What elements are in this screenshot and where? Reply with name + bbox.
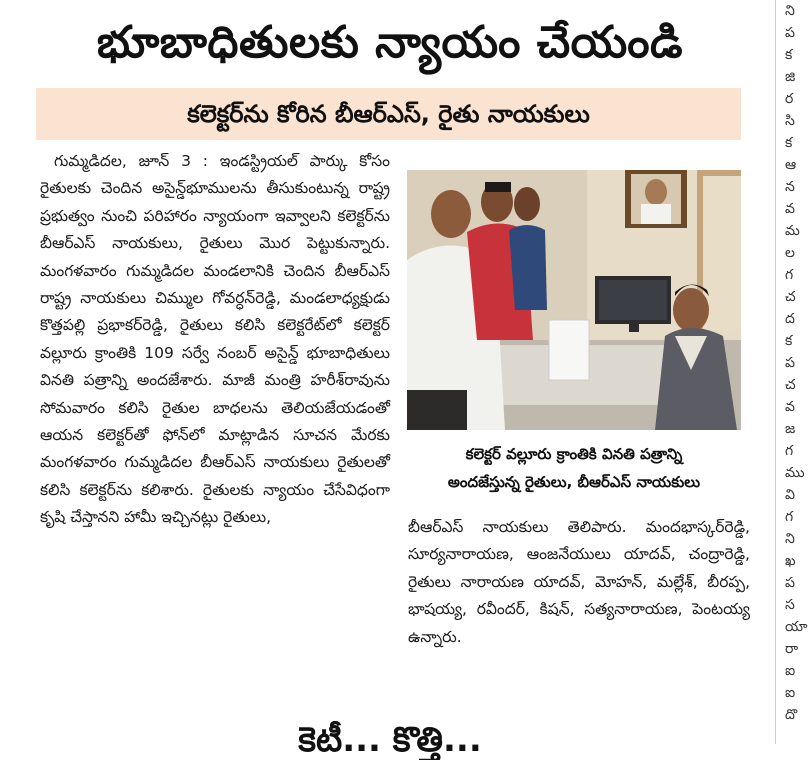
adjacent-column-fragment-text: ని [785,3,795,19]
adjacent-column-fragment-text: జి [785,69,796,85]
adjacent-column-fragment-text: చ [785,377,796,393]
body-paragraph-left: గుమ్మడిదల, జూన్ 3 : ఇండస్ట్రియల్ పార్కు కోసం రైతులకు చెందిన అసైన్డ్‌భూములను తీసుకుంటున్న రాష్ట్ర ప్రభుత్వం నుంచి పరిహారం న్యాయంగా ఇవ్వాలని కలెక్టర్‌ను బీఆర్ఎస్ నాయకులు, రైతులు మొర పెట్టుకున్నారు. మంగళవారం గుమ్మడిదల మండలానికి చెందిన బీఆర్ఎస్ రాష్ట్ర నాయకులు చిమ్ముల గోవర్ధన్‌రెడ్డి, మండలాధ్యక్షుడు కొత్తపల్లి ప్రభాకర్‌రెడ్డి, రైతులు కలిసి కలెక్టరేట్‌లో కలెక్టర్ వల్లూరు క్రాంతికి 109 సర్వే నంబర్ అసైన్డ్ భూబాధితులు వినతి పత్రాన్ని అందజేశారు. మాజీ మంత్రి హరీశ్‌రావును సోమవారం కలిసి రైతుల బాధలను తెలియజేయడంతో ఆయన కలెక్టర్‌తో ఫోన్‌లో మాట్లాడిన సూచన మేరకు మంగళవారం గుమ్మడిదల బీఆర్ఎస్ నాయకులు రైతులతో కలిసి కలెక్టర్‌ను కలిశారు. రైతులకు న్యాయం చేసేవిధంగా కృషి చేస్తానని హామీ ఇచ్చినట్లు రైతులు, [40,152,390,527]
adjacent-column-fragment-text: సి [785,113,795,129]
adjacent-column-fragment-text: ప [785,355,795,371]
adjacent-column-fragment-text: ర [785,91,794,107]
adjacent-column-fragment-text: న [785,179,795,195]
article-body-left-column [40,148,390,700]
adjacent-column-fragment-text: గ [785,443,794,459]
adjacent-column-fragment-text: క [785,47,793,63]
news-photo [407,170,741,430]
article-headline: భూబాధితులకు న్యాయం చేయండి [96,17,684,68]
adjacent-column-fragment-text: ఖ [785,553,796,569]
adjacent-column-fragment-text: ఐ [785,663,796,679]
adjacent-column-fragment-text: మ [785,223,800,239]
adjacent-column-fragment-text: ద [785,311,795,327]
photo-caption [408,440,740,500]
adjacent-column-fragment-text: ప [785,575,795,591]
adjacent-column-fragment-text: క [785,135,793,151]
adjacent-column-fragment-text: ని [785,531,795,547]
photo-illustration [407,170,741,430]
caption-line-2: అందజేస్తున్న రైతులు, బీఆర్ఎస్ నాయకులు [447,473,701,491]
adjacent-column-fragment-text: ఆ [785,157,797,173]
adjacent-column-fragment-text: స [785,597,795,613]
adjacent-column-fragment-text: ము [785,465,805,481]
body-paragraph-right: బీఆర్ఎస్ నాయకులు తెలిపారు. మందభాస్కర్‌రెడ్డి, సూర్యనారాయణ, ఆంజనేయులు యాదవ్, చంద్రారెడ్డి, రైతులు నారాయణ యాదవ్, మోహన్, మల్లేశ్, బీరప్ప, భాషయ్య, రవీందర్, కిషన్, సత్యనారాయణ, పెంటయ్య ఉన్నారు. [408,518,750,646]
adjacent-column-fragment-text: ప [785,25,795,41]
article-subhead: కలెక్టర్‌ను కోరిన బీఆర్ఎస్, రైతు నాయకులు [187,100,590,128]
adjacent-column-fragment-text: గ [785,267,794,283]
adjacent-column-fragment-text: చ [785,289,796,305]
column-divider [775,0,776,744]
adjacent-column-fragment-text: వ [785,201,795,217]
adjacent-column-fragment [781,0,808,744]
adjacent-column-fragment-text: వి [785,487,795,503]
adjacent-column-fragment-text: జ [785,421,796,437]
adjacent-column-fragment-text: యా [785,619,808,635]
adjacent-column-fragment-text: ఐ [785,685,796,701]
adjacent-column-fragment-text: రా [785,641,799,657]
adjacent-column-fragment-text: వ [785,399,795,415]
adjacent-column-fragment-text: క [785,333,793,349]
adjacent-column-fragment-text: గ [785,509,794,525]
caption-line-1: కలెక్టర్ వల్లూరు క్రాంతికి వినతి పత్రాన్ని [465,445,683,463]
article-body-right-column [408,514,750,704]
next-article-headline: కెటీ... కొత్తి... [298,720,482,760]
adjacent-column-fragment-text: దొ [785,707,798,723]
adjacent-column-fragment-text: ల [785,245,795,261]
